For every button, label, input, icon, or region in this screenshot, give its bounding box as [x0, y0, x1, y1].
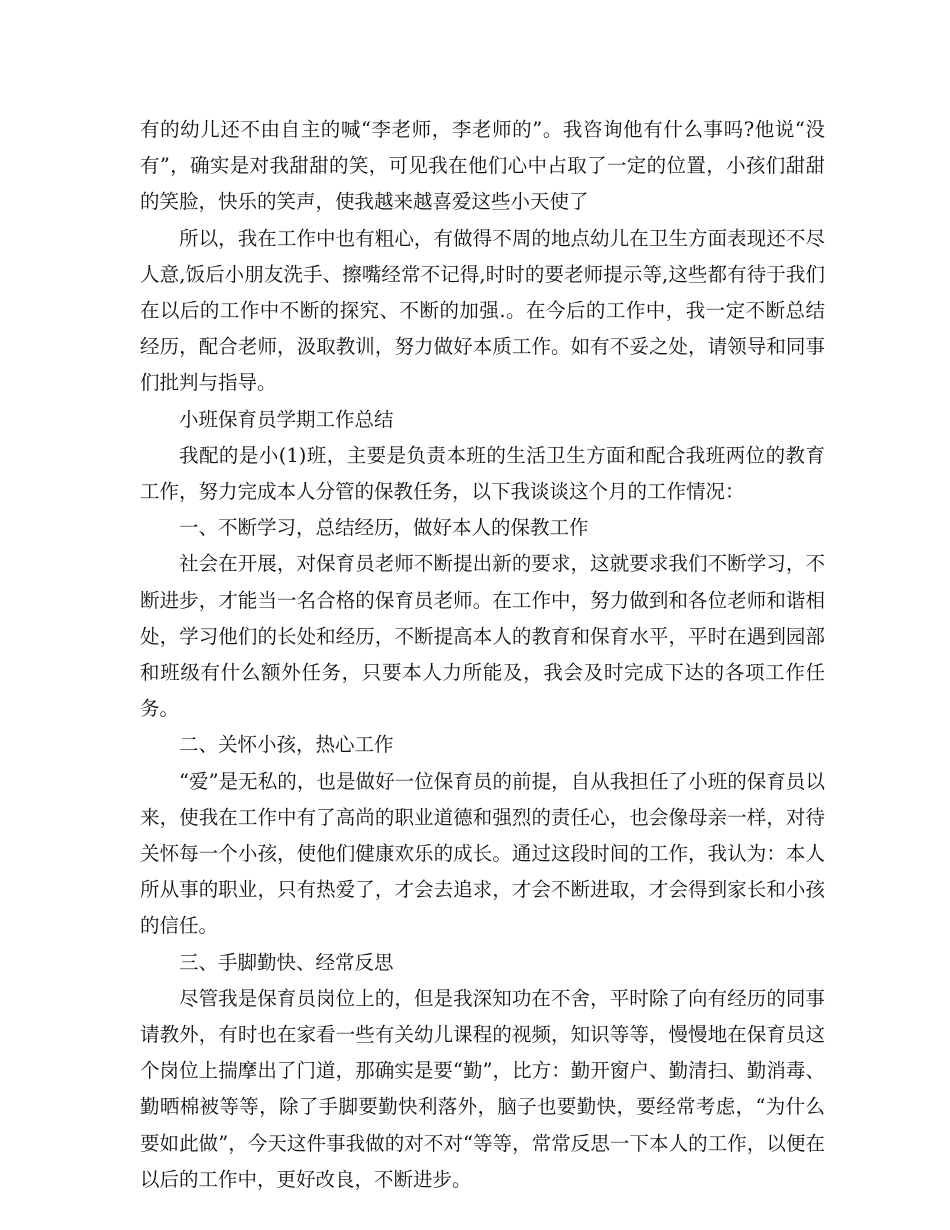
paragraph-intro: 我配的是小(1)班，主要是负责本班的生活卫生方面和配合我班两位的教育工作，努力完成本人分管的保教任务，以下我谈谈这个月的工作情况： — [140, 443, 825, 504]
document-body — [140, 112, 825, 1198]
heading-section-1: 一、不断学习，总结经历，做好本人的保教工作 — [179, 516, 589, 540]
paragraph-continuation: 有的幼儿还不由自主的喊“李老师，李老师的”。我咨询他有什么事吗?他说“没有”，确实是对我甜甜的笑，可见我在他们心中占取了一定的位置，小孩们甜甜的笑脸，快乐的笑声，使我越来越喜爱这些小天使了 — [140, 118, 825, 214]
paragraph-section-1: 社会在开展，对保育员老师不断提出新的要求，这就要求我们不断学习，不断进步，才能当一名合格的保育员老师。在工作中，努力做到和各位老师和谐相处，学习他们的长处和经历，不断提高本人的教育和保育水平，平时在遇到园部和班级有什么额外任务，只要本人力所能及，我会及时完成下达的各项工作任务。 — [140, 552, 825, 721]
paragraph-section-2: “爱”是无私的，也是做好一位保育员的前提，自从我担任了小班的保育员以来，使我在工作中有了高尚的职业道德和强烈的责任心，也会像母亲一样，对待关怀每一个小孩，使他们健康欢乐的成长。通过这段时间的工作，我认为：本人所从事的职业，只有热爱了，才会去追求，才会不断进取，才会得到家长和小孩的信任。 — [140, 769, 825, 938]
section-title: 小班保育员学期工作总结 — [179, 407, 394, 431]
heading-section-2: 二、关怀小孩，热心工作 — [179, 733, 394, 757]
paragraph-section-3: 尽管我是保育员岗位上的，但是我深知功在不舍，平时除了向有经历的同事请教外，有时也在家看一些有关幼儿课程的视频，知识等等，慢慢地在保育员这个岗位上揣摩出了门道，那确实是要“勤”，比方：勤开窗户、勤清扫、勤消毒、勤晒棉被等等，除了手脚要勤快利落外，脑子也要勤快，要经常考虑，“为什么要如此做”，今天这件事我做的对不对“等等，常常反思一下本人的工作，以便在以后的工作中，更好改良，不断进步。 — [140, 986, 825, 1191]
heading-section-3: 三、手脚勤快、经常反思 — [179, 950, 394, 974]
paragraph-reflection: 所以，我在工作中也有粗心，有做得不周的地点幼儿在卫生方面表现还不尽人意,饭后小朋友洗手、擦嘴经常不记得,时时的要老师提示等,这些都有待于我们在以后的工作中不断的探究、不断的加强.。在今后的工作中，我一定不断总结经历，配合老师，汲取教训，努力做好本质工作。如有不妥之处，请领导和同事们批判与指导。 — [140, 226, 825, 395]
